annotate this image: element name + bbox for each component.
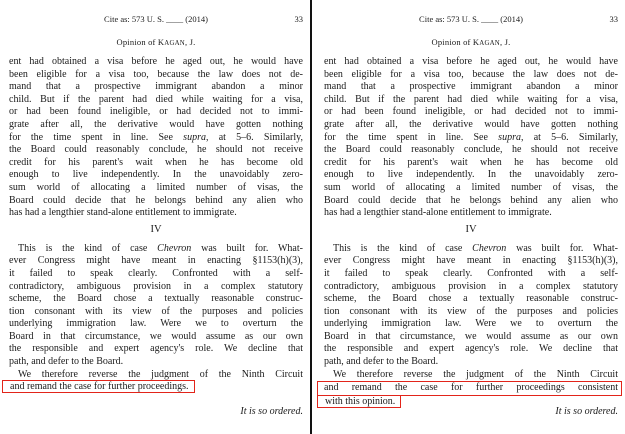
text-line: grate after all, the derivative would have gotten nothing (324, 118, 618, 130)
text-line: has had a lengthier stand-alone entitlement to immigrate. (9, 207, 237, 219)
text-line: scheme, the Board chose a textually reasonable construc- (9, 293, 303, 305)
opinion-suffix: , J. (499, 37, 511, 47)
text-line: mand that a prospective immigrant abandon a minor (9, 81, 303, 93)
text-line: Board in that circumstance, we would assume as our own (9, 330, 303, 342)
text-line: mand that a prospective immigrant abandon a minor (324, 81, 618, 93)
page-divider (310, 0, 312, 434)
opinion-attribution (9, 37, 303, 49)
text-line: for the time spent in line. See supra, at 5–6. Similarly, (324, 131, 618, 143)
page-right (324, 0, 618, 434)
text-line: contradictory, ambiguous provision in a complex statutory (324, 280, 618, 292)
text-line: ever Congress might have meant in enacting §1153(h)(3), (324, 255, 618, 267)
opinion-prefix: Opinion of (431, 37, 473, 47)
page-number: 33 (609, 14, 618, 24)
paragraph-continuation (9, 56, 303, 220)
text-line: the Board could reasonably conclude, he should not receive (9, 144, 303, 156)
text-line: scheme, the Board chose a textually reasonable construc- (324, 293, 618, 305)
opinion-suffix: , J. (184, 37, 196, 47)
closing-line: It is so ordered. (555, 406, 618, 417)
paragraph-disposition (324, 369, 618, 409)
text-line: path, and defer to the Board. (9, 356, 124, 368)
text-line: child. But if the parent had died while waiting for a visa, (9, 93, 303, 105)
page-number: 33 (294, 14, 303, 24)
text-line: has had a lengthier stand-alone entitlement to immigrate. (324, 207, 552, 219)
text-line: enough to live independently. In the unavoidably zero- (324, 169, 618, 181)
opinion-attribution (324, 37, 618, 49)
page-body (324, 56, 618, 408)
justice-name-rest: AGAN (479, 40, 500, 47)
text-line: credit for his parent's wait when he has become old (9, 156, 303, 168)
annotation-box: and remand the case for further proceedings. (2, 380, 195, 393)
justice-name-initial: K (157, 37, 165, 47)
text-line: This is the kind of case Chevron was built for. What- (333, 242, 618, 254)
text-line: or had been found ineligible, or had decided not to immi- (324, 106, 618, 118)
running-header (324, 14, 618, 24)
citation-header: Cite as: 573 U. S. ____ (2014) (419, 14, 523, 24)
page-body (9, 56, 303, 394)
annotated-text-line: and remand the case for further proceedings consistent (317, 381, 622, 396)
page-left (9, 0, 303, 434)
text-line: child. But if the parent had died while waiting for a visa, (324, 93, 618, 105)
text-line: enough to live independently. In the unavoidably zero- (9, 169, 303, 181)
paragraph-chevron (9, 243, 303, 369)
text-line: underlying immigration law. Were we to overturn the (324, 318, 618, 330)
text-line: Board could decide that he belongs behind any alien who (9, 194, 303, 206)
text-line: This is the kind of case Chevron was built for. What- (18, 242, 303, 254)
text-line: Board in that circumstance, we would assume as our own (324, 330, 618, 342)
text-line: underlying immigration law. Were we to overturn the (9, 318, 303, 330)
text-line: it failed to speak clearly. Confronted with a self- (9, 267, 303, 279)
text-line: path, and defer to the Board. (324, 356, 439, 368)
text-line: ever Congress might have meant in enacting §1153(h)(3), (9, 255, 303, 267)
text-line: for the time spent in line. See supra, at 5–6. Similarly, (9, 131, 303, 143)
text-line: it failed to speak clearly. Confronted with a self- (324, 267, 618, 279)
opinion-prefix: Opinion of (116, 37, 158, 47)
text-line: or had been found ineligible, or had decided not to immi- (9, 106, 303, 118)
annotation-box: with this opinion. (317, 395, 401, 408)
text-line: the responsible and expert agency's role. We decline that (324, 343, 618, 355)
text-line: the responsible and expert agency's role. We decline that (9, 343, 303, 355)
section-heading: IV (150, 224, 162, 236)
text-line: We therefore reverse the judgment of the Ninth Circuit (18, 368, 303, 380)
text-line: ent had obtained a visa before he aged out, he would have (9, 56, 303, 67)
text-line: sum world of allocating a limited number of visas, the (324, 181, 618, 193)
justice-name-initial: K (472, 37, 480, 47)
text-line: credit for his parent's wait when he has become old (324, 156, 618, 168)
paragraph-chevron (324, 243, 618, 369)
text-line: been eligible for a visa too, because the law does not de- (324, 68, 618, 80)
section-heading: IV (465, 224, 477, 236)
closing-line: It is so ordered. (240, 406, 303, 417)
text-line: grate after all, the derivative would have gotten nothing (9, 118, 303, 130)
text-line: tion consonant with its view of the purposes and policies (324, 305, 618, 317)
text-line: the Board could reasonably conclude, he should not receive (324, 144, 618, 156)
text-line: We therefore reverse the judgment of the Ninth Circuit (333, 368, 618, 380)
annotated-text-line (9, 381, 303, 394)
citation-header: Cite as: 573 U. S. ____ (2014) (104, 14, 208, 24)
text-line: been eligible for a visa too, because the law does not de- (9, 68, 303, 80)
justice-name-rest: AGAN (164, 40, 185, 47)
paragraph-continuation (324, 56, 618, 220)
text-line: sum world of allocating a limited number of visas, the (9, 181, 303, 193)
text-line: contradictory, ambiguous provision in a complex statutory (9, 280, 303, 292)
text-line: tion consonant with its view of the purposes and policies (9, 305, 303, 317)
running-header (9, 14, 303, 24)
paragraph-disposition (9, 369, 303, 394)
text-line: Board could decide that he belongs behind any alien who (324, 194, 618, 206)
text-line: ent had obtained a visa before he aged out, he would have (324, 56, 618, 67)
